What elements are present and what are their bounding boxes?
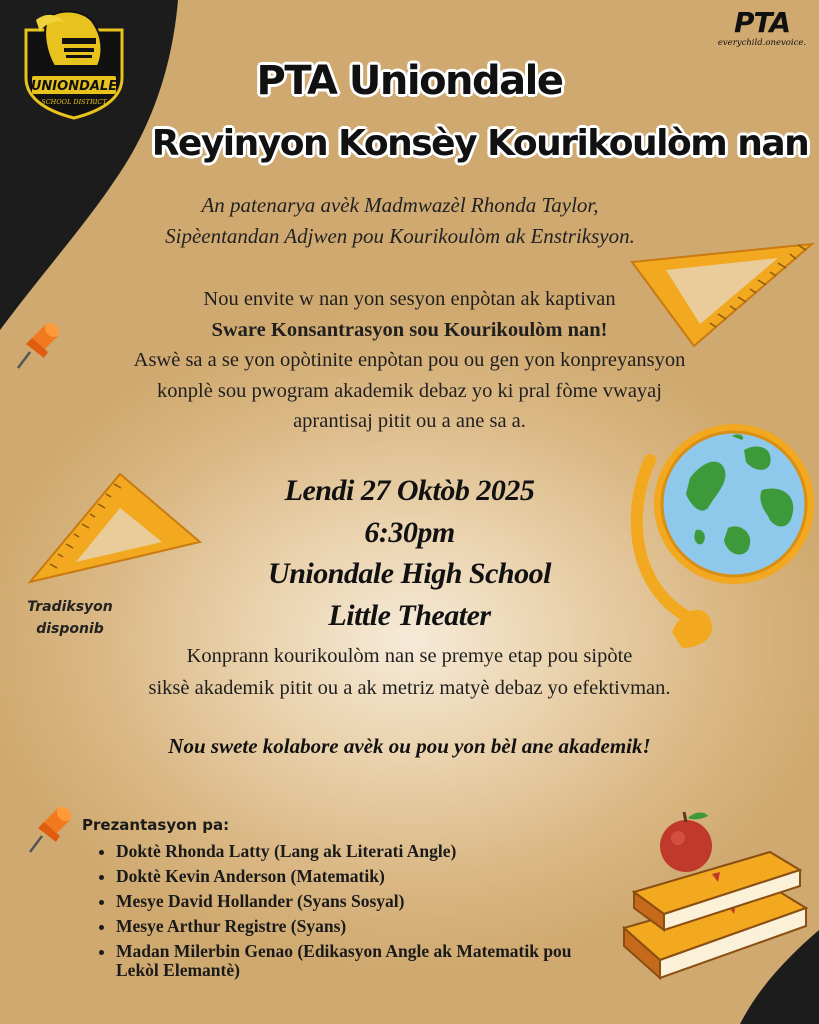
- invite-line-5: aprantisaj pitit ou a ane sa a.: [293, 410, 526, 432]
- translation-line-2: disponib: [36, 621, 104, 637]
- understanding-line-2: siksè akademik pitit ou a ak metriz matyè debaz yo efektivman.: [148, 677, 671, 699]
- invite-line-4: konplè sou pwogram akademik debaz yo ki pral fòme vwayaj: [157, 379, 662, 402]
- intro-text: [80, 190, 720, 252]
- event-room: Little Theater: [328, 598, 491, 632]
- page-subtitle: Reyinyon Konsèy Kourikoulòm nan: [151, 123, 809, 164]
- closing-statement: Nou swete kolabore avèk ou pou yon bèl ane akademik!: [168, 734, 651, 758]
- presenter-item: • Mesye David Hollander (Syans Sosyal): [116, 892, 652, 911]
- presenter-item-line-2: Lekòl Elemantè): [116, 960, 240, 980]
- invite-line-1: Nou envite w nan yon sesyon enpòtan ak kaptivan: [203, 288, 616, 310]
- pta-logo: [712, 8, 812, 48]
- triangle-ruler-icon: [628, 238, 816, 350]
- intro-line-2: Sipèentandan Adjwen pou Kourikoulòm ak Enstriksyon.: [165, 224, 635, 248]
- translation-line-1: Tradiksyon: [27, 599, 113, 615]
- understanding-paragraph: [0, 640, 819, 704]
- presenter-item: • Doktè Rhonda Latty (Lang ak Literati Angle): [116, 842, 652, 861]
- push-pin-icon: [14, 318, 64, 372]
- presenter-item: [116, 942, 652, 980]
- push-pin-icon: [26, 802, 76, 856]
- presenter-item: • Doktè Kevin Anderson (Matematik): [116, 867, 652, 886]
- event-date: Lendi 27 Oktòb 2025: [284, 474, 535, 507]
- logo-district-name: UNIONDALE: [30, 79, 118, 94]
- pta-tagline: everychild.onevoice.: [717, 38, 807, 48]
- presenter-item-line-1: Madan Milerbin Genao (Edikasyon Angle ak Matematik pou: [116, 941, 572, 961]
- event-details: [0, 470, 819, 636]
- presenter-list: [94, 842, 652, 980]
- event-time: 6:30pm: [364, 515, 455, 549]
- presenters-heading: Prezantasyon pa:: [82, 816, 230, 834]
- understanding-line-1: Konprann kourikoulòm nan se premye etap pou sipòte: [186, 645, 633, 667]
- pta-wordmark: PTA: [733, 6, 791, 39]
- presenter-item: • Mesye Arthur Registre (Syans): [116, 917, 652, 936]
- invite-line-3: Aswè sa a se yon opòtinite enpòtan pou ou gen yon konpreyansyon: [133, 349, 686, 371]
- page-title: PTA Uniondale: [256, 58, 563, 104]
- books-apple-icon: [620, 810, 810, 980]
- invite-line-2: Sware Konsantrasyon sou Kourikoulòm nan!: [211, 318, 608, 341]
- logo-district-subtitle: SCHOOL DISTRICT: [41, 98, 107, 106]
- presenters-section: [82, 816, 652, 986]
- event-venue: Uniondale High School: [268, 557, 551, 590]
- intro-line-1: An patenarya avèk Madmwazèl Rhonda Taylor,: [201, 193, 599, 217]
